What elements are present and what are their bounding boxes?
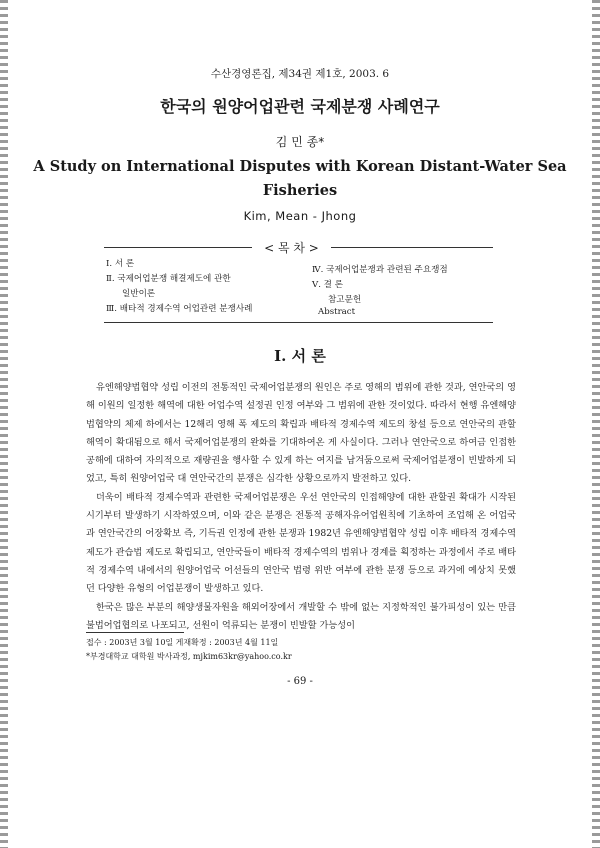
paragraph: 더욱이 배타적 경제수역과 관련한 국제어업분쟁은 우선 연안국의 인접해양에 대한 관할권 확대가 시작된 시기부터 발생하기 시작하였으며, 이와 같은 분쟁은 전통적 공해자유어업원칙에 기초하여 조업해 온 어업국과 연안국간의 어장확보 즉, 기득권 인정에 관한 분쟁과 1982년 유엔해양법협약 성립 이후 배타적 경제수역 제도가 관습법 제도로 확립되고, 연안국들이 배타적 경제수역의 범위나 경계를 획정하는 과정에서 주로 배타적 경제수역 내에서의 원양어업국 어선들의 연안국 법령 위반 여부에 관한 분쟁 등으로 과거에 예상치 못했던 다양한 유형의 어업분쟁이 발생하고 있다. bbox=[86, 491, 516, 595]
toc-rule-right bbox=[331, 247, 493, 248]
journal-header: 수산경영론집, 제34권 제1호, 2003. 6 bbox=[210, 68, 390, 80]
toc-item: 일반이론 bbox=[122, 289, 156, 299]
footnote-dates: 접수 : 2003년 3월 10일 게재확정 : 2003년 4월 11일 bbox=[86, 638, 279, 647]
toc-rule-bottom bbox=[104, 322, 493, 323]
toc-rule-left bbox=[104, 247, 252, 248]
toc-item: Ⅴ. 결 론 bbox=[312, 280, 344, 290]
toc-item: 참고문헌 bbox=[328, 295, 362, 305]
toc-item: Abstract bbox=[318, 307, 356, 317]
paper-title-korean: 한국의 원양어업관련 국제분쟁 사례연구 bbox=[160, 97, 440, 116]
toc-item: Ⅰ. 서 론 bbox=[106, 259, 135, 269]
author-korean: 김 민 종* bbox=[275, 135, 325, 149]
toc-heading: < 목 차 > bbox=[264, 241, 319, 255]
section-heading: Ⅰ. 서 론 bbox=[274, 347, 326, 365]
page-number: - 69 - bbox=[287, 676, 313, 687]
scan-edge-right bbox=[592, 0, 600, 848]
scan-edge-left bbox=[0, 0, 8, 848]
author-english: Kim, Mean - Jhong bbox=[243, 209, 357, 223]
paper-title-english: A Study on International Disputes with Korean Distant-Water Sea Fisheries bbox=[33, 158, 567, 199]
footnote-author: *부경대학교 대학원 박사과정, mjkim63kr@yahoo.co.kr bbox=[86, 652, 292, 661]
footnote-rule bbox=[86, 632, 184, 633]
toc-item: Ⅳ. 국제어업분쟁과 관련된 주요쟁점 bbox=[312, 265, 448, 275]
toc-item: Ⅱ. 국제어업분쟁 해결제도에 관한 bbox=[106, 274, 231, 284]
body-text bbox=[86, 379, 516, 635]
paragraph: 유엔해양법협약 성립 이전의 전통적인 국제어업분쟁의 원인은 주로 영해의 범위에 관한 것과, 연안국의 영해 이원의 일정한 해역에 대한 어업수역 설정권 인정 여부와 그 범위에 관한 것이었다. 따라서 현행 유엔해양법협약의 체제 하에서는 12해리 영해 폭 제도의 확립과 배타적 경제수역 제도의 창설 등으로 연안국의 관할 해역이 확대됨으로 해서 국제어업분쟁의 완화를 기대하여온 게 사실이다. 그러나 연안국으로 하여금 인접한 공해에 대하여 자의적으로 재량권을 행사할 수 있게 하는 여지를 남겨둠으로써 국제어업분쟁이 빈발하게 되었고, 특히 원양어업국 대 연안국간의 분쟁은 심각한 상황으로까지 발전하고 있다. bbox=[86, 382, 516, 485]
toc-item: Ⅲ. 배타적 경제수역 어업관련 분쟁사례 bbox=[106, 304, 253, 314]
paragraph: 한국은 많은 부분의 해양생물자원을 해외어장에서 개발할 수 밖에 없는 지정학적인 불가피성이 있는 만큼 불법어업협의로 나포되고, 선원이 억류되는 분쟁이 빈발할 가능성이 bbox=[86, 601, 516, 631]
